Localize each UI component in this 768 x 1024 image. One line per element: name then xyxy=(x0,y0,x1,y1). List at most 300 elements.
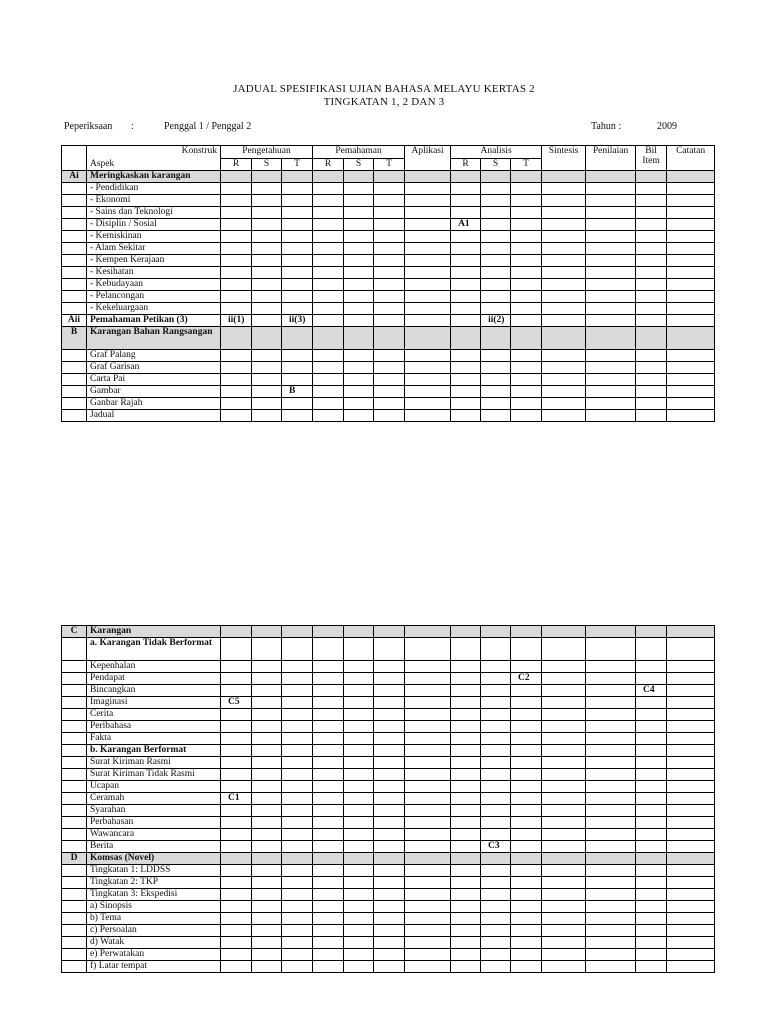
grid-cell xyxy=(542,386,586,398)
grid-cell xyxy=(511,267,542,279)
grid-cell xyxy=(667,685,715,697)
grid-cell xyxy=(511,243,542,255)
grid-cell xyxy=(667,769,715,781)
grid-cell xyxy=(313,793,344,805)
grid-cell xyxy=(405,207,451,219)
grid-cell xyxy=(221,745,252,757)
grid-cell xyxy=(313,685,344,697)
grid-cell xyxy=(374,877,405,889)
grid-cell xyxy=(586,817,636,829)
grid-cell xyxy=(481,291,511,303)
grid-cell xyxy=(313,889,344,901)
grid-cell xyxy=(252,291,282,303)
table-row xyxy=(62,925,715,937)
grid-cell xyxy=(313,877,344,889)
grid-cell xyxy=(313,913,344,925)
grid-cell xyxy=(636,661,667,673)
grid-cell xyxy=(405,805,451,817)
grid-cell xyxy=(374,673,405,685)
grid-cell xyxy=(586,781,636,793)
grid-cell xyxy=(542,231,586,243)
grid-cell xyxy=(313,183,344,195)
grid-cell xyxy=(586,661,636,673)
table-row xyxy=(62,781,715,793)
grid-cell xyxy=(405,685,451,697)
section-code-cell xyxy=(62,781,87,793)
aspect-cell: Surat Kiriman Rasmi xyxy=(87,757,221,769)
aspect-cell: a. Karangan Tidak Berformat xyxy=(87,638,221,661)
grid-cell xyxy=(344,195,374,207)
grid-cell xyxy=(344,279,374,291)
grid-cell xyxy=(282,267,313,279)
aspect-cell: - Kekeluargaan xyxy=(87,303,221,315)
grid-cell xyxy=(374,685,405,697)
grid-cell xyxy=(405,745,451,757)
grid-cell xyxy=(586,697,636,709)
item-mark: B xyxy=(282,386,313,398)
grid-cell xyxy=(252,817,282,829)
grid-cell xyxy=(542,697,586,709)
grid-cell xyxy=(374,279,405,291)
grid-cell xyxy=(481,913,511,925)
grid-cell xyxy=(586,769,636,781)
grid-cell xyxy=(451,865,481,877)
grid-cell xyxy=(221,362,252,374)
grid-cell xyxy=(586,315,636,327)
grid-cell xyxy=(511,901,542,913)
table-row xyxy=(62,398,715,410)
grid-cell xyxy=(344,398,374,410)
grid-cell xyxy=(451,183,481,195)
penilaian-header: Penilaian xyxy=(586,146,636,171)
grid-cell xyxy=(252,279,282,291)
grid-cell xyxy=(374,183,405,195)
grid-cell xyxy=(481,889,511,901)
grid-cell xyxy=(542,949,586,961)
grid-cell xyxy=(586,685,636,697)
grid-cell xyxy=(481,685,511,697)
item-mark: C1 xyxy=(221,793,252,805)
grid-cell xyxy=(313,303,344,315)
section-code-cell xyxy=(62,410,87,422)
item-mark: ii(2) xyxy=(481,315,511,327)
grid-cell xyxy=(344,745,374,757)
grid-cell xyxy=(451,638,481,661)
aspect-cell: - Kempen Kerajaan xyxy=(87,255,221,267)
grid-cell xyxy=(405,817,451,829)
peperiksaan-label: Peperiksaan xyxy=(64,121,113,132)
section-code-cell xyxy=(62,350,87,362)
aspect-cell: Bincangkan xyxy=(87,685,221,697)
sintesis-header: Sintesis xyxy=(542,146,586,171)
grid-cell xyxy=(511,889,542,901)
grid-cell xyxy=(667,937,715,949)
grid-cell xyxy=(221,303,252,315)
grid-cell xyxy=(511,374,542,386)
grid-cell xyxy=(282,661,313,673)
grid-cell xyxy=(667,757,715,769)
grid-cell xyxy=(667,303,715,315)
grid-cell xyxy=(542,781,586,793)
section-code-cell xyxy=(62,183,87,195)
aspect-cell: Tingkatan 2: TKP xyxy=(87,877,221,889)
grid-cell xyxy=(511,793,542,805)
grid-cell xyxy=(542,721,586,733)
aspect-cell: - Sains dan Teknologi xyxy=(87,207,221,219)
grid-cell xyxy=(511,207,542,219)
grid-cell xyxy=(405,841,451,853)
grid-cell xyxy=(636,853,667,865)
grid-cell xyxy=(481,853,511,865)
grid-cell xyxy=(252,255,282,267)
section-code-cell xyxy=(62,925,87,937)
table-row xyxy=(62,697,715,709)
table-row xyxy=(62,853,715,865)
grid-cell xyxy=(374,362,405,374)
table-row xyxy=(62,231,715,243)
grid-cell xyxy=(374,805,405,817)
section-code-cell xyxy=(62,709,87,721)
grid-cell xyxy=(405,697,451,709)
grid-cell xyxy=(405,195,451,207)
grid-cell xyxy=(542,817,586,829)
grid-cell xyxy=(636,877,667,889)
grid-cell xyxy=(511,661,542,673)
analisis-header: Analisis xyxy=(451,146,542,159)
grid-cell xyxy=(344,889,374,901)
grid-cell xyxy=(344,303,374,315)
grid-cell xyxy=(636,171,667,183)
grid-cell xyxy=(221,769,252,781)
grid-cell xyxy=(511,195,542,207)
grid-cell xyxy=(667,183,715,195)
grid-cell xyxy=(481,661,511,673)
grid-cell xyxy=(667,877,715,889)
grid-cell xyxy=(282,793,313,805)
section-code-cell: B xyxy=(62,327,87,350)
grid-cell xyxy=(451,901,481,913)
grid-cell xyxy=(542,829,586,841)
grid-cell xyxy=(542,865,586,877)
grid-cell xyxy=(252,362,282,374)
grid-cell xyxy=(586,829,636,841)
grid-cell xyxy=(374,841,405,853)
grid-cell xyxy=(636,949,667,961)
grid-cell xyxy=(667,255,715,267)
grid-cell xyxy=(344,267,374,279)
grid-cell xyxy=(667,195,715,207)
grid-cell xyxy=(221,685,252,697)
grid-cell xyxy=(252,219,282,231)
grid-cell xyxy=(511,315,542,327)
grid-cell xyxy=(282,889,313,901)
grid-cell xyxy=(481,231,511,243)
grid-cell xyxy=(313,398,344,410)
grid-cell xyxy=(282,195,313,207)
grid-cell xyxy=(374,793,405,805)
grid-cell xyxy=(282,410,313,422)
grid-cell xyxy=(344,327,374,350)
grid-cell xyxy=(374,207,405,219)
grid-cell xyxy=(405,853,451,865)
table-row xyxy=(62,673,715,685)
grid-cell xyxy=(282,781,313,793)
grid-cell xyxy=(667,961,715,973)
grid-cell xyxy=(313,817,344,829)
grid-cell xyxy=(636,805,667,817)
grid-cell xyxy=(586,793,636,805)
grid-cell xyxy=(313,171,344,183)
grid-cell xyxy=(252,877,282,889)
aspect-cell: Peribahasa xyxy=(87,721,221,733)
section-code-cell xyxy=(62,195,87,207)
grid-cell xyxy=(405,721,451,733)
grid-cell xyxy=(252,901,282,913)
grid-cell xyxy=(221,350,252,362)
konstruk-label: Konstruk xyxy=(181,146,217,156)
grid-cell xyxy=(451,793,481,805)
grid-cell xyxy=(511,841,542,853)
grid-cell xyxy=(374,733,405,745)
grid-cell xyxy=(374,231,405,243)
grid-cell xyxy=(481,374,511,386)
grid-cell xyxy=(481,410,511,422)
grid-cell xyxy=(511,410,542,422)
section-code-cell xyxy=(62,733,87,745)
grid-cell xyxy=(451,171,481,183)
grid-cell xyxy=(511,745,542,757)
grid-cell xyxy=(252,853,282,865)
grid-cell xyxy=(586,231,636,243)
section-code-cell: Aii xyxy=(62,315,87,327)
grid-cell xyxy=(542,398,586,410)
grid-cell xyxy=(481,350,511,362)
pengetahuan-s: S xyxy=(252,158,282,171)
grid-cell xyxy=(282,291,313,303)
grid-cell xyxy=(586,410,636,422)
grid-cell xyxy=(586,303,636,315)
grid-cell xyxy=(636,195,667,207)
table-row xyxy=(62,374,715,386)
document-title: JADUAL SPESIFIKASI UJIAN BAHASA MELAYU KERTAS 2 xyxy=(233,83,535,95)
grid-cell xyxy=(542,207,586,219)
grid-cell xyxy=(636,626,667,638)
grid-cell xyxy=(374,697,405,709)
grid-cell xyxy=(374,913,405,925)
grid-cell xyxy=(344,829,374,841)
grid-cell xyxy=(511,183,542,195)
grid-cell xyxy=(586,757,636,769)
grid-cell xyxy=(344,925,374,937)
grid-cell xyxy=(586,841,636,853)
grid-cell xyxy=(252,805,282,817)
grid-cell xyxy=(252,183,282,195)
grid-cell xyxy=(252,925,282,937)
aspect-cell: Graf Palang xyxy=(87,350,221,362)
grid-cell xyxy=(481,279,511,291)
table-row xyxy=(62,171,715,183)
grid-cell xyxy=(586,889,636,901)
grid-cell xyxy=(481,255,511,267)
table-1-body xyxy=(62,171,715,422)
grid-cell xyxy=(282,350,313,362)
grid-cell xyxy=(313,937,344,949)
grid-cell xyxy=(374,925,405,937)
grid-cell xyxy=(282,829,313,841)
grid-cell xyxy=(374,889,405,901)
grid-cell xyxy=(481,757,511,769)
grid-cell xyxy=(344,769,374,781)
grid-cell xyxy=(344,853,374,865)
grid-cell xyxy=(586,721,636,733)
aspect-cell: - Alam Sekitar xyxy=(87,243,221,255)
grid-cell xyxy=(542,757,586,769)
aspect-cell: b. Karangan Berformat xyxy=(87,745,221,757)
grid-cell xyxy=(451,745,481,757)
aspect-cell: Komsas (Novel) xyxy=(87,853,221,865)
section-code-cell xyxy=(62,255,87,267)
grid-cell xyxy=(586,398,636,410)
grid-cell xyxy=(344,949,374,961)
grid-cell xyxy=(282,171,313,183)
grid-cell xyxy=(586,709,636,721)
grid-cell xyxy=(636,793,667,805)
grid-cell xyxy=(451,398,481,410)
pemahaman-header: Pemahaman xyxy=(313,146,405,159)
table-row xyxy=(62,733,715,745)
aspect-cell: Tingkatan 3: Ekspedisi xyxy=(87,889,221,901)
grid-cell xyxy=(221,961,252,973)
grid-cell xyxy=(481,626,511,638)
grid-cell xyxy=(252,673,282,685)
grid-cell xyxy=(221,829,252,841)
grid-cell xyxy=(313,769,344,781)
section-code-cell xyxy=(62,793,87,805)
grid-cell xyxy=(636,350,667,362)
grid-cell xyxy=(344,805,374,817)
grid-cell xyxy=(221,877,252,889)
grid-cell xyxy=(542,626,586,638)
grid-cell xyxy=(451,195,481,207)
section-code-cell xyxy=(62,901,87,913)
grid-cell xyxy=(313,291,344,303)
grid-cell xyxy=(405,913,451,925)
grid-cell xyxy=(374,327,405,350)
aspect-cell: - Pelancongan xyxy=(87,291,221,303)
grid-cell xyxy=(667,231,715,243)
catatan-header: Catatan xyxy=(667,146,715,171)
grid-cell xyxy=(313,853,344,865)
grid-cell xyxy=(636,207,667,219)
grid-cell xyxy=(586,267,636,279)
grid-cell xyxy=(636,829,667,841)
grid-cell xyxy=(344,817,374,829)
section-code-cell xyxy=(62,877,87,889)
aspect-cell: Perbahasan xyxy=(87,817,221,829)
grid-cell xyxy=(542,279,586,291)
table-row xyxy=(62,195,715,207)
grid-cell xyxy=(542,937,586,949)
grid-cell xyxy=(542,925,586,937)
section-code-cell: D xyxy=(62,853,87,865)
pengetahuan-t: T xyxy=(282,158,313,171)
grid-cell xyxy=(252,889,282,901)
grid-cell xyxy=(636,817,667,829)
grid-cell xyxy=(481,877,511,889)
grid-cell xyxy=(405,267,451,279)
section-code-cell xyxy=(62,913,87,925)
grid-cell xyxy=(282,925,313,937)
grid-cell xyxy=(542,841,586,853)
aspect-cell: Gambar xyxy=(87,386,221,398)
grid-cell xyxy=(252,709,282,721)
grid-cell xyxy=(313,733,344,745)
grid-cell xyxy=(542,638,586,661)
grid-cell xyxy=(405,327,451,350)
grid-cell xyxy=(586,183,636,195)
grid-cell xyxy=(451,937,481,949)
section-code-cell xyxy=(62,267,87,279)
grid-cell xyxy=(221,243,252,255)
grid-cell xyxy=(586,207,636,219)
grid-cell xyxy=(636,913,667,925)
grid-cell xyxy=(511,949,542,961)
grid-cell xyxy=(636,231,667,243)
grid-cell xyxy=(282,303,313,315)
grid-cell xyxy=(586,638,636,661)
grid-cell xyxy=(586,937,636,949)
section-code-cell xyxy=(62,805,87,817)
grid-cell xyxy=(542,327,586,350)
grid-cell xyxy=(374,315,405,327)
grid-cell xyxy=(451,362,481,374)
pemahaman-r: R xyxy=(313,158,344,171)
grid-cell xyxy=(451,279,481,291)
grid-cell xyxy=(374,171,405,183)
grid-cell xyxy=(586,243,636,255)
grid-cell xyxy=(344,673,374,685)
grid-cell xyxy=(667,362,715,374)
grid-cell xyxy=(542,805,586,817)
grid-cell xyxy=(313,386,344,398)
grid-cell xyxy=(344,243,374,255)
grid-cell xyxy=(405,901,451,913)
grid-cell xyxy=(511,279,542,291)
grid-cell xyxy=(511,386,542,398)
grid-cell xyxy=(405,231,451,243)
aspect-cell: Jadual xyxy=(87,410,221,422)
table-row xyxy=(62,410,715,422)
grid-cell xyxy=(405,661,451,673)
grid-cell xyxy=(451,841,481,853)
grid-cell xyxy=(313,243,344,255)
grid-cell xyxy=(374,721,405,733)
grid-cell xyxy=(451,889,481,901)
grid-cell xyxy=(451,757,481,769)
grid-cell xyxy=(542,183,586,195)
grid-cell xyxy=(636,398,667,410)
grid-cell xyxy=(636,638,667,661)
grid-cell xyxy=(481,937,511,949)
grid-cell xyxy=(252,243,282,255)
section-code-cell xyxy=(62,697,87,709)
grid-cell xyxy=(405,386,451,398)
grid-cell xyxy=(667,350,715,362)
grid-cell xyxy=(221,661,252,673)
grid-cell xyxy=(313,829,344,841)
grid-cell xyxy=(451,733,481,745)
section-code-cell xyxy=(62,243,87,255)
